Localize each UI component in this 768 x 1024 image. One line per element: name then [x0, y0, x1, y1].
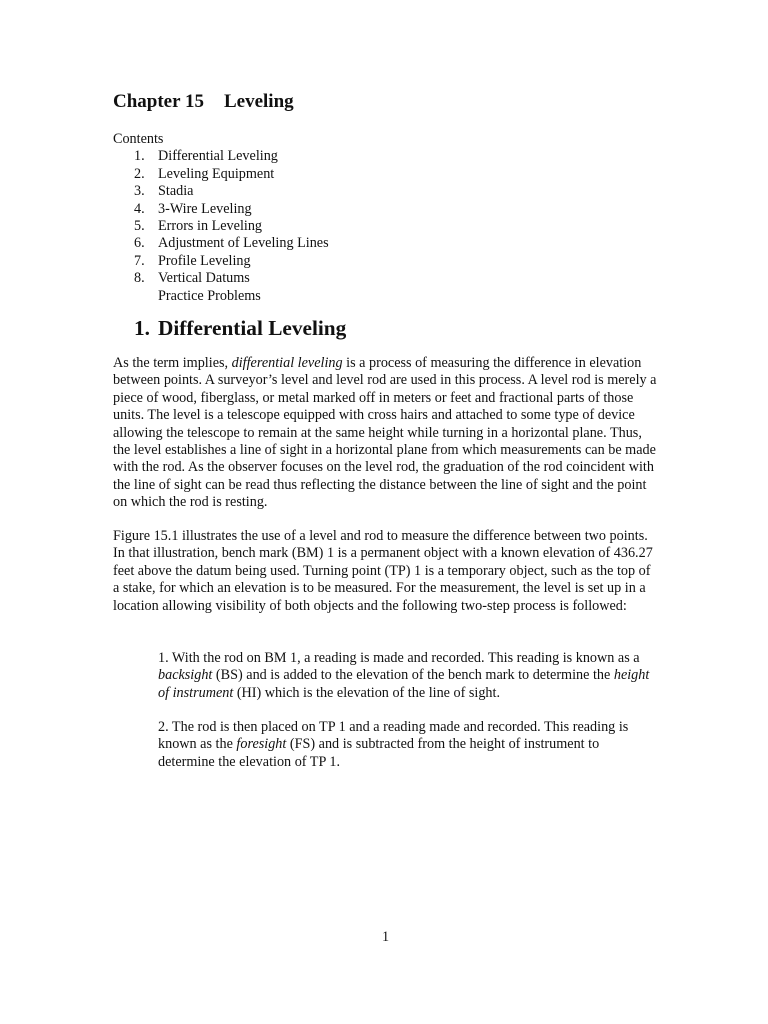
contents-item-text: Vertical Datums — [158, 270, 250, 287]
table-of-contents — [113, 131, 658, 305]
contents-item-text: Errors in Leveling — [158, 218, 263, 235]
chapter-name: Leveling — [223, 91, 294, 112]
contents-item-number: 3. — [134, 183, 145, 200]
contents-item — [113, 166, 658, 183]
contents-item — [113, 253, 658, 270]
contents-item — [113, 270, 658, 287]
contents-item-number: 4. — [134, 200, 145, 217]
paragraph-text: As the term implies, — [113, 355, 232, 371]
chapter-title — [113, 90, 294, 114]
contents-list — [113, 148, 658, 305]
body-paragraph: Figure 15.1 illustrates the use of a level and rod to measure the difference between two points. In that illustration, bench mark (BM) 1 is a permanent object with a known elevation of 436.27 feet above the datum being used. Turning point (TP) 1 is a temporary object, such as the top of a stake, for which an elevation is to be measured. For the measurement, the level is set up in a location allowing visibility of both objects and the following two-step process is followed: — [113, 528, 653, 614]
contents-item-number: 6. — [134, 235, 145, 252]
contents-item-text: Stadia — [158, 183, 194, 200]
step-text: 1. With the rod on BM 1, a reading is made and recorded. This reading is known as a — [158, 650, 640, 666]
contents-item-number: 1. — [134, 148, 145, 165]
contents-item-text: Leveling Equipment — [158, 165, 275, 182]
document-page — [113, 0, 658, 1024]
section-title: Differential Leveling — [158, 316, 347, 340]
contents-item-text: Differential Leveling — [158, 148, 278, 165]
step-text: 2. The rod is then placed on TP 1 and a reading made and recorded. This reading is known as the — [158, 719, 629, 753]
step-paragraph — [158, 650, 658, 702]
paragraph-emphasis: differential leveling — [231, 355, 343, 371]
contents-item — [113, 235, 658, 252]
contents-item-text: Profile Leveling — [158, 252, 251, 269]
section-number: 1. — [134, 316, 150, 340]
step-paragraph — [158, 719, 658, 771]
contents-item — [113, 288, 658, 305]
paragraph-text: is a process of measuring the difference in elevation between points. A surveyor’s level and level rod are used in this process. A level rod is merely a piece of wood, fiberglass, or metal marked off in meters or feet and fractional parts of those units. The level is a telescope equipped with cross hairs and attached to some type of device allowing the telescope to remain at the same height while turning in a horizontal plane. Thus, the level establishes a line of sight in a horizontal plane from which measurements can be made with the rod. As the observer focuses on the level rod, the graduation of the rod coincident with the line of sight can be read thus reflecting the distance between the line of sight and the point on which the rod is resting. — [113, 355, 657, 511]
contents-item-number: 7. — [134, 252, 145, 269]
step-emphasis: foresight — [236, 736, 287, 753]
body-paragraph — [113, 355, 658, 512]
step-text: (FS) and is subtracted from the height of instrument to determine the elevation of TP 1. — [158, 736, 600, 770]
step-emphasis: backsight — [158, 667, 213, 684]
contents-item-text: Adjustment of Leveling Lines — [158, 235, 329, 252]
contents-item-text: 3-Wire Leveling — [158, 200, 252, 217]
contents-item — [113, 218, 658, 235]
contents-item — [113, 148, 658, 165]
contents-item-number: 8. — [134, 270, 145, 287]
contents-item-text: Practice Problems — [158, 287, 261, 304]
contents-item-number: 2. — [134, 165, 145, 182]
contents-label: Contents — [113, 131, 164, 147]
step-emphasis: height of instrument — [158, 667, 650, 701]
contents-item — [113, 201, 658, 218]
contents-item-number: 5. — [134, 218, 145, 235]
step-text: (BS) and is added to the elevation of the bench mark to determine the — [212, 667, 614, 684]
step-text: (HI) which is the elevation of the line of sight. — [233, 684, 501, 701]
chapter-label: Chapter 15 — [113, 91, 204, 112]
page-number: 1 — [381, 929, 390, 945]
contents-item — [113, 183, 658, 200]
